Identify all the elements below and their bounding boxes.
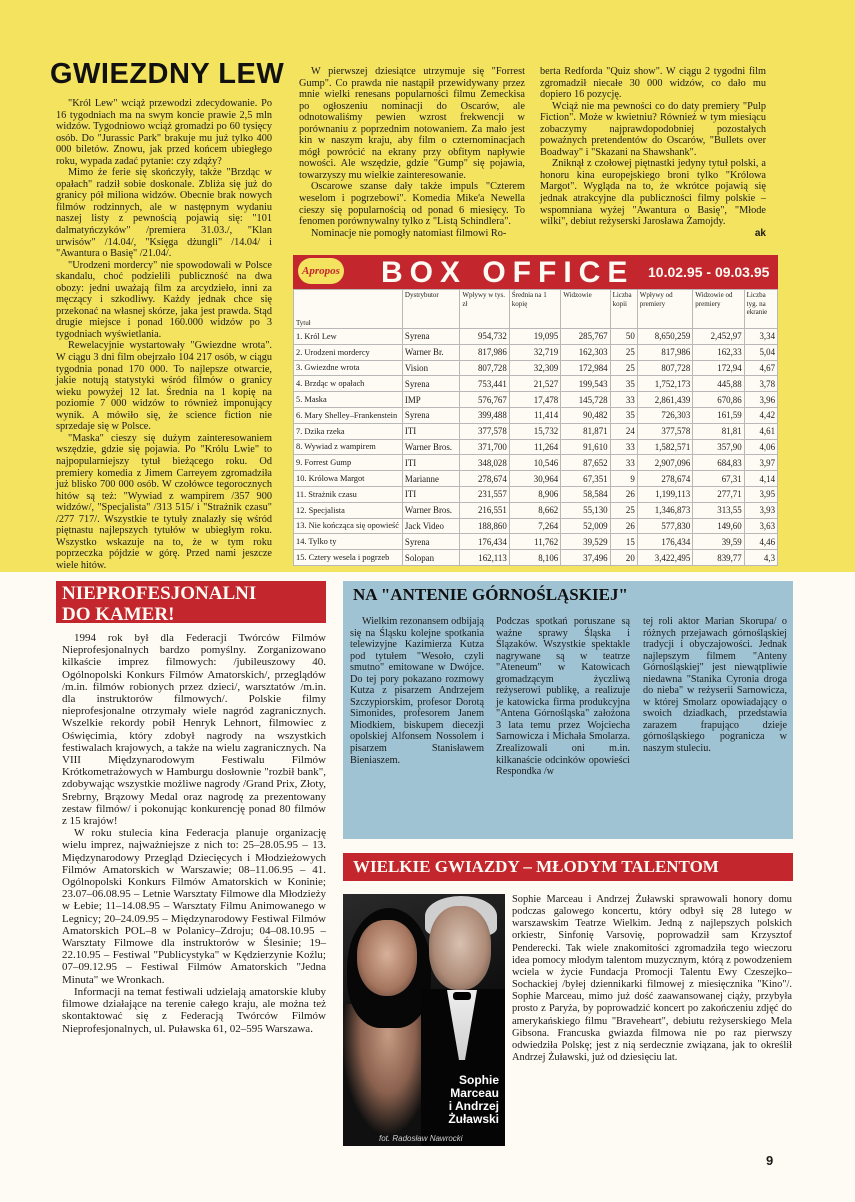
table-cell: 90,482	[561, 407, 610, 423]
table-cell: 807,728	[460, 360, 509, 376]
table-cell: 1,582,571	[637, 439, 692, 455]
table-cell: 313,55	[693, 502, 744, 518]
table-cell: ITI	[402, 486, 459, 502]
table-row	[294, 392, 778, 408]
table-cell: 371,700	[460, 439, 509, 455]
nieprofesjonalni-heading	[56, 581, 326, 623]
gwiazdy-heading: WIELKIE GWIAZDY – MŁODYM TALENTOM	[343, 853, 793, 881]
table-cell: 3,34	[744, 329, 777, 345]
film-title-cell: 5. Maska	[294, 392, 403, 408]
article-paragraph: Wielkim rezonansem odbijają się na Śląsku kolejne spotkania telewizyjne Kazimierza Kutza pod tytułem "Wesoło, czyli smutno" emitowane w Dwójce. Do tej pory pokazano rozmowy Kutza z pisarzem Andrzejem Szczypiorskim, profesor Dorotą Simonides, profesorem Janem Miodkiem, biskupem diecezji opolskiej Alfonsem Nossolem i pisarzem Stanisławem Bieniaszem.	[350, 616, 484, 766]
table-cell: 32,309	[509, 360, 560, 376]
film-title-cell: 7. Dzika rzeka	[294, 423, 403, 439]
article-paragraph: Wciąż nie ma pewności co do daty premiery "Pulp Fiction". Może w kwietniu? Również w tym miesiącu zobaczymy najprawdopodobniej pozostałych poważnych pretendentów do Oscarów, "Bullets over Boadway" i "Skazani na Shawshank".	[540, 100, 766, 158]
table-cell: 30,964	[509, 471, 560, 487]
table-cell: ITI	[402, 423, 459, 439]
article-paragraph: Nominacje nie pomogły natomiast filmowi Ro-	[311, 227, 507, 239]
table-cell: 87,652	[561, 455, 610, 471]
table-row	[294, 455, 778, 471]
table-cell: 8,106	[509, 550, 560, 566]
table-cell: 231,557	[460, 486, 509, 502]
film-title-cell: 4. Brzdąc w opałach	[294, 376, 403, 392]
table-cell: 161,59	[693, 407, 744, 423]
table-cell: 2,907,096	[637, 455, 692, 471]
table-cell: 4,06	[744, 439, 777, 455]
table-cell: 52,009	[561, 518, 610, 534]
table-row	[294, 518, 778, 534]
article-paragraph: berta Redforda "Quiz show". W ciągu 2 tygodni film zgromadził niecałe 30 000 widzów, co dało mu dopiero 16 pozycję.	[540, 66, 766, 101]
table-cell: 577,830	[637, 518, 692, 534]
col-header-revenue-since-premiere: Wpływy od premiery	[637, 290, 692, 329]
antena-column-1	[350, 616, 484, 766]
table-row	[294, 376, 778, 392]
table-cell: 3,422,495	[637, 550, 692, 566]
box-office-title: BOX OFFICE	[381, 256, 635, 289]
apropos-logo: Apropos	[298, 258, 344, 284]
table-cell: 726,303	[637, 407, 692, 423]
table-cell: 4,14	[744, 471, 777, 487]
table-cell: 348,028	[460, 455, 509, 471]
table-cell: 26	[610, 486, 637, 502]
table-cell: 9	[610, 471, 637, 487]
table-cell: 33	[610, 392, 637, 408]
table-cell: 278,674	[460, 471, 509, 487]
table-cell: 399,488	[460, 407, 509, 423]
table-row	[294, 486, 778, 502]
table-cell: Syrena	[402, 407, 459, 423]
table-cell: 15,732	[509, 423, 560, 439]
table-row	[294, 423, 778, 439]
table-cell: 19,095	[509, 329, 560, 345]
antena-column-2	[496, 616, 630, 778]
table-cell: 33	[610, 439, 637, 455]
table-cell: 8,906	[509, 486, 560, 502]
table-cell: 216,551	[460, 502, 509, 518]
table-row	[294, 439, 778, 455]
article-paragraph: 1994 rok był dla Federacji Twórców Filmów Nieprofesjonalnych bardzo pomyślny. Zorganizowano kilkaście imprez filmowych: /jubileuszowy 40. Ogólnopolski Konkurs Filmów Amatorskich/, przeglądów /m.in. filmów robionych przez dzieci/, warsztatów /m.in. dla instruktorów filmowych/. Polskie filmy nieprofesjonalne otrzymały wiele nagród zagranicznych. Wszelkie rekordy pobił Henryk Lehnort, filmowiec z Oświęcimia, który zdobył nagrody na wszystkich festiwalach krajowych, a także na wielu zagranicznych. Na VIII Międzynarodowym Festiwalu Filmów Krótkometrażowych w Hamburgu dosłownie "rozbił bank", zdobywając wszystkie możliwe nagrody /Grand Prix, Złoty, Srebrny, Brązowy Medal oraz nagrodę za prezentowany zestaw filmów/ i pokonując konkurencję ponad 80 filmów z 15 krajów!	[62, 632, 326, 828]
box-office-header	[293, 255, 778, 289]
table-cell: 3,78	[744, 376, 777, 392]
photo-credit: fot. Radosław Nawrocki	[379, 1134, 463, 1143]
film-title-cell: 15. Cztery wesela i pogrzeb	[294, 550, 403, 566]
film-title-cell: 9. Forrest Gump	[294, 455, 403, 471]
table-cell: ITI	[402, 455, 459, 471]
table-row	[294, 502, 778, 518]
table-cell: 285,767	[561, 329, 610, 345]
article-paragraph: "Król Lew" wciąż przewodzi zdecydowanie. Po 16 tygodniach ma na swym koncie prawie 2,5 mln widzów. Tygodniowo wciąż gromadzi po 60 tysięcy osób. Do "Jurassic Park" brakuje mu już tylko 400 000 biletów. Znowu, jak przed końcem ubiegłego roku, wypada zadać pytanie: czy zdąży?	[56, 98, 272, 167]
table-cell: 176,434	[460, 534, 509, 550]
table-cell: 199,543	[561, 376, 610, 392]
table-cell: 8,650,259	[637, 329, 692, 345]
col-header-viewers-since-premiere: Widzowie od premiery	[693, 290, 744, 329]
table-cell: 50	[610, 329, 637, 345]
table-cell: 17,478	[509, 392, 560, 408]
col-header-copies: Liczba kopii	[610, 290, 637, 329]
table-cell: 684,83	[693, 455, 744, 471]
col-header-weeks: Liczba tyg. na ekranie	[744, 290, 777, 329]
table-cell: 3,93	[744, 502, 777, 518]
table-cell: 162,303	[561, 344, 610, 360]
table-cell: 817,986	[460, 344, 509, 360]
table-cell: 32,719	[509, 344, 560, 360]
table-cell: 188,860	[460, 518, 509, 534]
table-row	[294, 344, 778, 360]
photo-caption: Sophie Marceau i Andrzej Żuławski	[448, 1073, 499, 1126]
table-cell: 357,90	[693, 439, 744, 455]
article-paragraph: W pierwszej dziesiątce utrzymuje się "Forrest Gump". Co prawda nie nastąpił przewidywany przez mnie wielki renesans popularności filmu Zemeckisa po ogłoszeniu nominacji do Oscarów, ale odnotowaliśmy pewien wzrost frekwencji w porównaniu z poprzednim notowaniem. Za mało jest kin w naszym kraju, aby film o czternominacjach mógł powrócić na ekrany przy obfitym napływie nowości. Ale wszędzie, gdzie "Gump" się pojawia, towarzyszy mu wielkie zainteresowanie.	[299, 66, 525, 181]
film-title-cell: 3. Gwiezdne wrota	[294, 360, 403, 376]
table-row	[294, 360, 778, 376]
table-cell: 81,81	[693, 423, 744, 439]
table-cell: 26	[610, 518, 637, 534]
author-signature: ak	[754, 227, 766, 239]
table-cell: 5,04	[744, 344, 777, 360]
table-cell: Warner Bros.	[402, 502, 459, 518]
table-cell: 162,113	[460, 550, 509, 566]
table-cell: Syrena	[402, 329, 459, 345]
page-headline: GWIEZDNY LEW	[50, 58, 285, 90]
box-office-rows	[294, 329, 778, 566]
box-office-dates: 10.02.95 - 09.03.95	[648, 264, 770, 280]
table-cell: 4,67	[744, 360, 777, 376]
table-cell: 11,762	[509, 534, 560, 550]
table-cell: 162,33	[693, 344, 744, 360]
table-cell: 3,96	[744, 392, 777, 408]
table-cell: 25	[610, 344, 637, 360]
table-cell: 670,86	[693, 392, 744, 408]
film-title-cell: 6. Mary Shelley–Frankenstein	[294, 407, 403, 423]
table-cell: 1,752,173	[637, 376, 692, 392]
col-header-title: Tytuł	[294, 290, 403, 329]
table-header-row	[294, 290, 778, 329]
article-paragraph: W roku stulecia kina Federacja planuje organizację wielu imprez, najważniejsze z nich to: 25–28.05.95 – 13. Międzynarodowy Przegląd Dziecięcych i Młodzieżowych Filmów Amatorskich w Warszawie; 08–11.06.95 – 41. Ogólnopolski Konkurs Filmów Amatorskich w Koninie; 23.07–06.08.95 – Letnie Warsztaty Filmowe dla Młodzieży w Łebie; 11–14.08.95 – Warsztaty Filmu Animowanego w Legnicy; 20–24.09.95 – Międzynarodowy Festiwal Filmów Amatorskich POL–8 w Polanicy–Zdroju; 04–08.10.95 – Warsztaty Filmowe dla instruktorów w Ślesinie; 19– 22.10.95 – Festiwal "Publicystyka" w Kędzierzynie Koźlu; 07–09.12.95 – Festiwal Filmów Amatorskich "Jedna Minuta" we Wronkach.	[62, 827, 326, 986]
film-title-cell: 1. Król Lew	[294, 329, 403, 345]
table-cell: 817,986	[637, 344, 692, 360]
sophie-marceau-andrzej-zulawski-photo	[343, 894, 505, 1146]
antena-heading: NA "ANTENIE GÓRNOŚLĄSKIEJ"	[343, 581, 793, 609]
table-cell: IMP	[402, 392, 459, 408]
article-paragraph: Zniknął z czołowej piętnastki jedyny tytuł polski, a honoru kina europejskiego broni tylko "Królowa Margot". Wygląda na to, że wkrótce pojawią się jednak atrakcyjne dla publiczności filmy polskie – wspomniana wyżej "Awantura o Basię", "Młode wilki", debiut reżyserski Jarosława Żamojdy.	[540, 158, 766, 228]
col-header-revenue: Wpływy w tys. zł	[460, 290, 509, 329]
gwiazdy-article	[512, 894, 792, 1064]
table-cell: 172,94	[693, 360, 744, 376]
table-cell: 807,728	[637, 360, 692, 376]
table-cell: 4,61	[744, 423, 777, 439]
table-cell: 2,861,439	[637, 392, 692, 408]
table-cell: 377,578	[460, 423, 509, 439]
table-cell: 7,264	[509, 518, 560, 534]
table-cell: 25	[610, 360, 637, 376]
article-paragraph: Rewelacyjnie wystartowały "Gwiezdne wrota". W ciągu 3 dni film obejrzało 104 217 osób, w ciągu tygodnia ponad 170 000. To najlepsze otwarcie, jakie notują statystyki wśród filmów o granicy wieku powyżej 12 lat. Średnia na 1 kopię na poziomie 7 000 widzów to również imponujący wynik. A mówiło się, że science fiction nie sprzedaje się w Polsce.	[56, 340, 272, 433]
table-cell: 4,42	[744, 407, 777, 423]
table-cell: 172,984	[561, 360, 610, 376]
table-cell: Warner Br.	[402, 344, 459, 360]
table-cell: 91,610	[561, 439, 610, 455]
table-cell: 25	[610, 502, 637, 518]
film-title-cell: 2. Urodzeni mordercy	[294, 344, 403, 360]
table-cell: 58,584	[561, 486, 610, 502]
box-office-table	[293, 289, 778, 566]
table-row	[294, 550, 778, 566]
table-cell: 67,31	[693, 471, 744, 487]
table-cell: 445,88	[693, 376, 744, 392]
article-paragraph: Informacji na temat festiwali udzielają amatorskie kluby filmowe działające na terenie całego kraju, ale można też skontaktować się z Federacją Twórców Filmów Nieprofesjonalnych, ul. Puławska 61, 02–595 Warszawa.	[62, 985, 326, 1035]
table-cell: 35	[610, 407, 637, 423]
table-cell: Vision	[402, 360, 459, 376]
article-column-2	[299, 66, 525, 239]
table-cell: 377,578	[637, 423, 692, 439]
table-cell: 39,59	[693, 534, 744, 550]
table-cell: 145,728	[561, 392, 610, 408]
table-cell: 67,351	[561, 471, 610, 487]
table-cell: 277,71	[693, 486, 744, 502]
table-cell: 20	[610, 550, 637, 566]
article-column-1	[56, 98, 272, 571]
article-paragraph: Mimo że ferie się skończyły, także "Brzdąc w opałach" radził sobie doskonale. Zbliża się już do granicy pół miliona widzów. Obecnie brak nowych filmów rodzinnych, ale w następnym wydaniu naszej listy z pewnością pojawią się: "101 dalmatyńczyków" /premiera 31.03./, "Klan urwisów" /14.04/, "Księga dżungli" /14.04/ i "Awantura o Basię" /21.04/.	[56, 167, 272, 260]
table-cell: 35	[610, 376, 637, 392]
table-cell: Warner Bros.	[402, 439, 459, 455]
film-title-cell: 10. Królowa Margot	[294, 471, 403, 487]
article-paragraph: "Urodzeni mordercy" nie spowodowali w Polsce skandalu, choć podzielili publiczność na dwa obozy: jedni uważają film za arcydzieło, inni za męczący i szkodliwy. Każdy jednak chce się przekonać na własnej skórze, jaka jest prawda. Stąd drugie miejsce i ponad 160.000 widzów po 3 tygodniach wyświetlania.	[56, 259, 272, 340]
table-cell: 149,60	[693, 518, 744, 534]
table-cell: 81,871	[561, 423, 610, 439]
table-cell: 8,662	[509, 502, 560, 518]
table-row	[294, 407, 778, 423]
table-cell: 3,97	[744, 455, 777, 471]
film-title-cell: 13. Nie kończąca się opowieść	[294, 518, 403, 534]
table-cell: 3,63	[744, 518, 777, 534]
table-cell: 2,452,97	[693, 329, 744, 345]
heading-line: DO KAMER!	[62, 604, 175, 625]
article-paragraph: Oscarowe szanse dały także impuls "Czterem weselom i pogrzebowi". Komedia Mike'a Newella cieszy się popularnością od ponad 6 miesięcy. To fenomen porównywalny tylko z "Listą Schindlera".	[299, 181, 525, 228]
table-cell: 753,441	[460, 376, 509, 392]
article-paragraph: tej roli aktor Marian Skorupa/ o różnych przejawach górnośląskiej tradycji i obyczajowości. Jednak najlepszym filmem "Anteny Górnośląskiej" jest niewątpliwie niedawna "Stanika Cyronia droga do nieba" w reżyserii Sarnowicza, w której Smolarz opowiadający o swoich dziadkach, przedstawia zarazem frapująco dzieje górnośląskiego pogranicza w naszym stuleciu.	[643, 616, 787, 755]
table-cell: 1,199,113	[637, 486, 692, 502]
col-header-avg-per-copy: Średnia na 1 kopię	[509, 290, 560, 329]
table-row	[294, 329, 778, 345]
table-cell: 11,414	[509, 407, 560, 423]
article-paragraph: Podczas spotkań poruszane są ważne sprawy Śląska i Ślązaków. Wszystkie spektakle nagrywane są w teatrze "Ateneum" w Katowicach gromadzącym życzliwą reżyserowi publikę, a realizuje je katowicka firma produkcyjna "Antena Górnośląska" założona 3 lata temu przez Wojciecha Sarnowicza i Michała Smolarza. Zrealizowali oni m.in. kilkanaście odcinków opowieści Respondka /w	[496, 616, 630, 778]
table-cell: 21,527	[509, 376, 560, 392]
table-cell: 954,732	[460, 329, 509, 345]
col-header-viewers: Widzowie	[561, 290, 610, 329]
col-header-distributor: Dystrybutor	[402, 290, 459, 329]
table-cell: 15	[610, 534, 637, 550]
box-office-chart	[293, 255, 778, 563]
table-cell: Syrena	[402, 376, 459, 392]
table-row	[294, 534, 778, 550]
table-cell: 11,264	[509, 439, 560, 455]
table-cell: 39,529	[561, 534, 610, 550]
table-cell: 4,3	[744, 550, 777, 566]
table-cell: 176,434	[637, 534, 692, 550]
antena-column-3	[643, 616, 787, 755]
table-cell: 3,95	[744, 486, 777, 502]
table-cell: 24	[610, 423, 637, 439]
table-cell: Marianne	[402, 471, 459, 487]
table-cell: 1,346,873	[637, 502, 692, 518]
table-cell: 576,767	[460, 392, 509, 408]
table-cell: Jack Video	[402, 518, 459, 534]
table-cell: Solopan	[402, 550, 459, 566]
heading-line: NIEPROFESJONALNI	[62, 583, 257, 604]
table-cell: 33	[610, 455, 637, 471]
nieprofesjonalni-article	[62, 632, 326, 1035]
article-column-3	[540, 66, 766, 239]
table-cell: 37,496	[561, 550, 610, 566]
film-title-cell: 12. Specjalista	[294, 502, 403, 518]
film-title-cell: 8. Wywiad z wampirem	[294, 439, 403, 455]
table-cell: 55,130	[561, 502, 610, 518]
table-cell: 839,77	[693, 550, 744, 566]
table-cell: Syrena	[402, 534, 459, 550]
film-title-cell: 14. Tylko ty	[294, 534, 403, 550]
table-cell: 4,46	[744, 534, 777, 550]
article-paragraph: "Maska" cieszy się dużym zainteresowaniem wszędzie, gdzie się pojawia. Po "Królu Lwie" to najpopularniejszy tytuł bieżącego roku. Od premiery komedia z Jimem Carreyem zgromadziła już blisko 700 000 osób. W czołówce tegorocznych hitów są też: "Wywiad z wampirem /357 900 widzów/, "Specjalista" /313 515/ i "Strażnik czasu" /277 717/. Wszystkie te tytuły znalazły się wśród piętnastu najlepszych tytułów w ubiegłym roku. Wszystko wskazuje na to, że w tym roku poprzeczka pójdzie w górę. Przed nami jeszcze wiele hitów.	[56, 432, 272, 571]
table-row	[294, 471, 778, 487]
table-cell: 278,674	[637, 471, 692, 487]
table-cell: 10,546	[509, 455, 560, 471]
article-paragraph: Sophie Marceau i Andrzej Żuławski sprawowali honory domu podczas galowego koncertu, który odbył się 28 lutego w warszawskim Teatrze Wielkim. Jedną z najlepszych polskich orkiestr, Sinfonię Varsovię, poprowadził sam Krzysztof Penderecki. Tak wiele znakomitości zgromadziła tego wieczoru idea pomocy młodym talentom muzycznym, którą z powodzeniem wciela w życie Fundacja Promocji Talentu Ewy Czeszejko–Sochackiej /byłej dziennikarki filmowej z miesięcznika "Kino"/. Sophie Marceau, mimo już dość zaawansowanej ciąży, przybyła prosto z Paryża, by poprowadzić koncert po zakończeniu zdjęć do amerykańskiego filmu "Braveheart", debiutu reżyserskiego Mela Gibsona. Francuska gwiazda filmowa nie po raz pierwszy odwiedziła Polskę; jest z nią serdecznie związana, jak to określił Andrzej Żuławski, już od dziesięciu lat.	[512, 894, 792, 1064]
page-number: 9	[766, 1153, 774, 1168]
film-title-cell: 11. Strażnik czasu	[294, 486, 403, 502]
